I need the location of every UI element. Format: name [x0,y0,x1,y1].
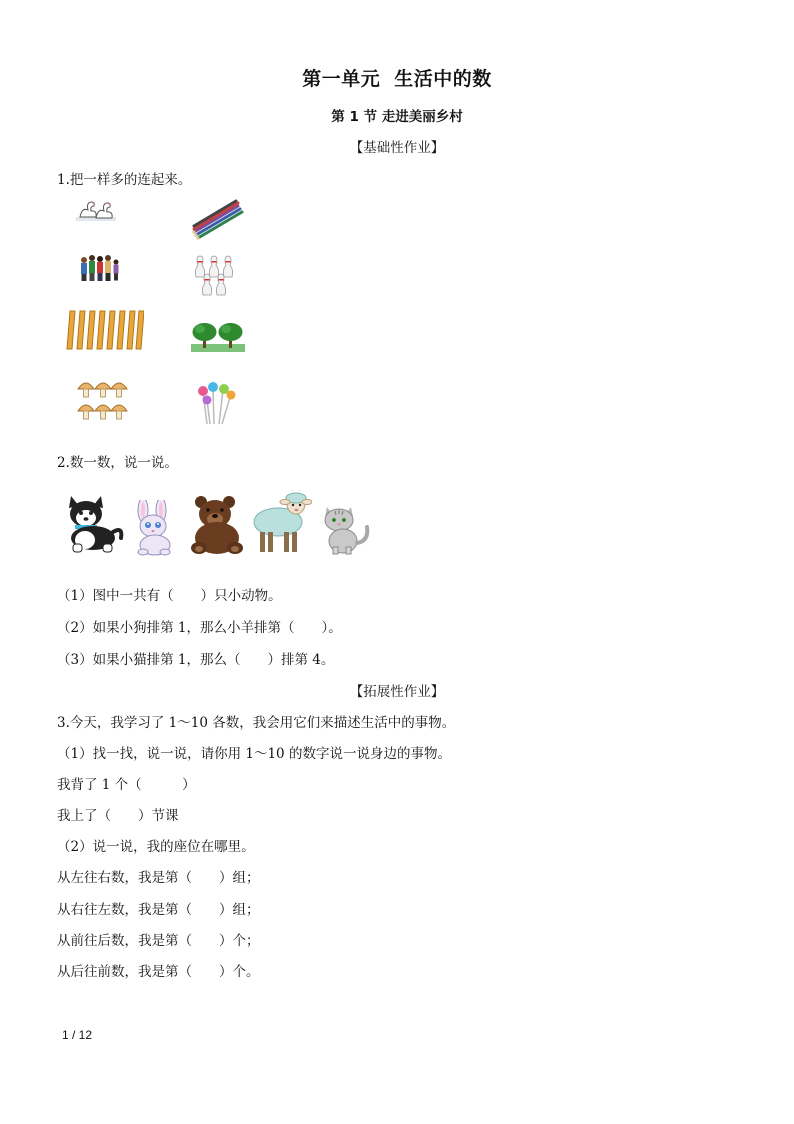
swans-picture [74,197,118,225]
page-number: 1 / 12 [62,1028,93,1042]
pencils-picture [190,196,244,240]
mushrooms-picture [76,379,128,423]
cat-picture [321,503,371,555]
question-3-line6: 从后往前数，我是第（ ）个。 [57,964,260,980]
question-3-sub2: （2）说一说，我的座位在哪里。 [57,839,255,855]
page-subtitle: 第 1 节 走进美丽乡村 [331,109,463,125]
sheep-picture [250,490,312,556]
question-2-sub3: （3）如果小猫排第 1，那么（ ）排第 4。 [57,652,335,668]
section-extended: 【拓展性作业】 [349,684,445,700]
section-basic: 【基础性作业】 [349,140,445,156]
question-2-prompt: 2.数一数，说一说。 [57,455,178,471]
question-1-prompt: 1.把一样多的连起来。 [57,172,192,188]
question-2-sub2: （2）如果小狗排第 1，那么小羊排第（ ）。 [57,620,342,636]
question-3-line4: 从右往左数，我是第（ ）组； [57,902,260,918]
title-part1: 第一单元 [302,68,381,90]
bowling-pins-picture [190,254,238,300]
page-title [0,64,794,91]
rabbit-picture [131,500,179,556]
lollipops-picture [195,380,237,426]
sticks-picture [64,307,144,353]
title-part2: 生活中的数 [394,68,492,90]
family-people-picture [78,252,122,282]
question-3-line5: 从前往后数，我是第（ ）个； [57,933,260,949]
question-3-prompt: 3.今天，我学习了 1～10 各数，我会用它们来描述生活中的事物。 [57,715,456,731]
question-3-sub1: （1）找一找，说一说，请你用 1～10 的数字说一说身边的事物。 [57,746,451,762]
dog-picture [63,492,125,556]
trees-picture [191,322,245,352]
question-2-sub1: （1）图中一共有（ ）只小动物。 [57,588,282,604]
question-3-line1: 我背了 1 个（ ） [57,777,196,793]
bear-picture [189,494,249,556]
question-3-line3: 从左往右数，我是第（ ）组； [57,870,260,886]
question-3-line2: 我上了（ ）节课 [57,808,179,824]
